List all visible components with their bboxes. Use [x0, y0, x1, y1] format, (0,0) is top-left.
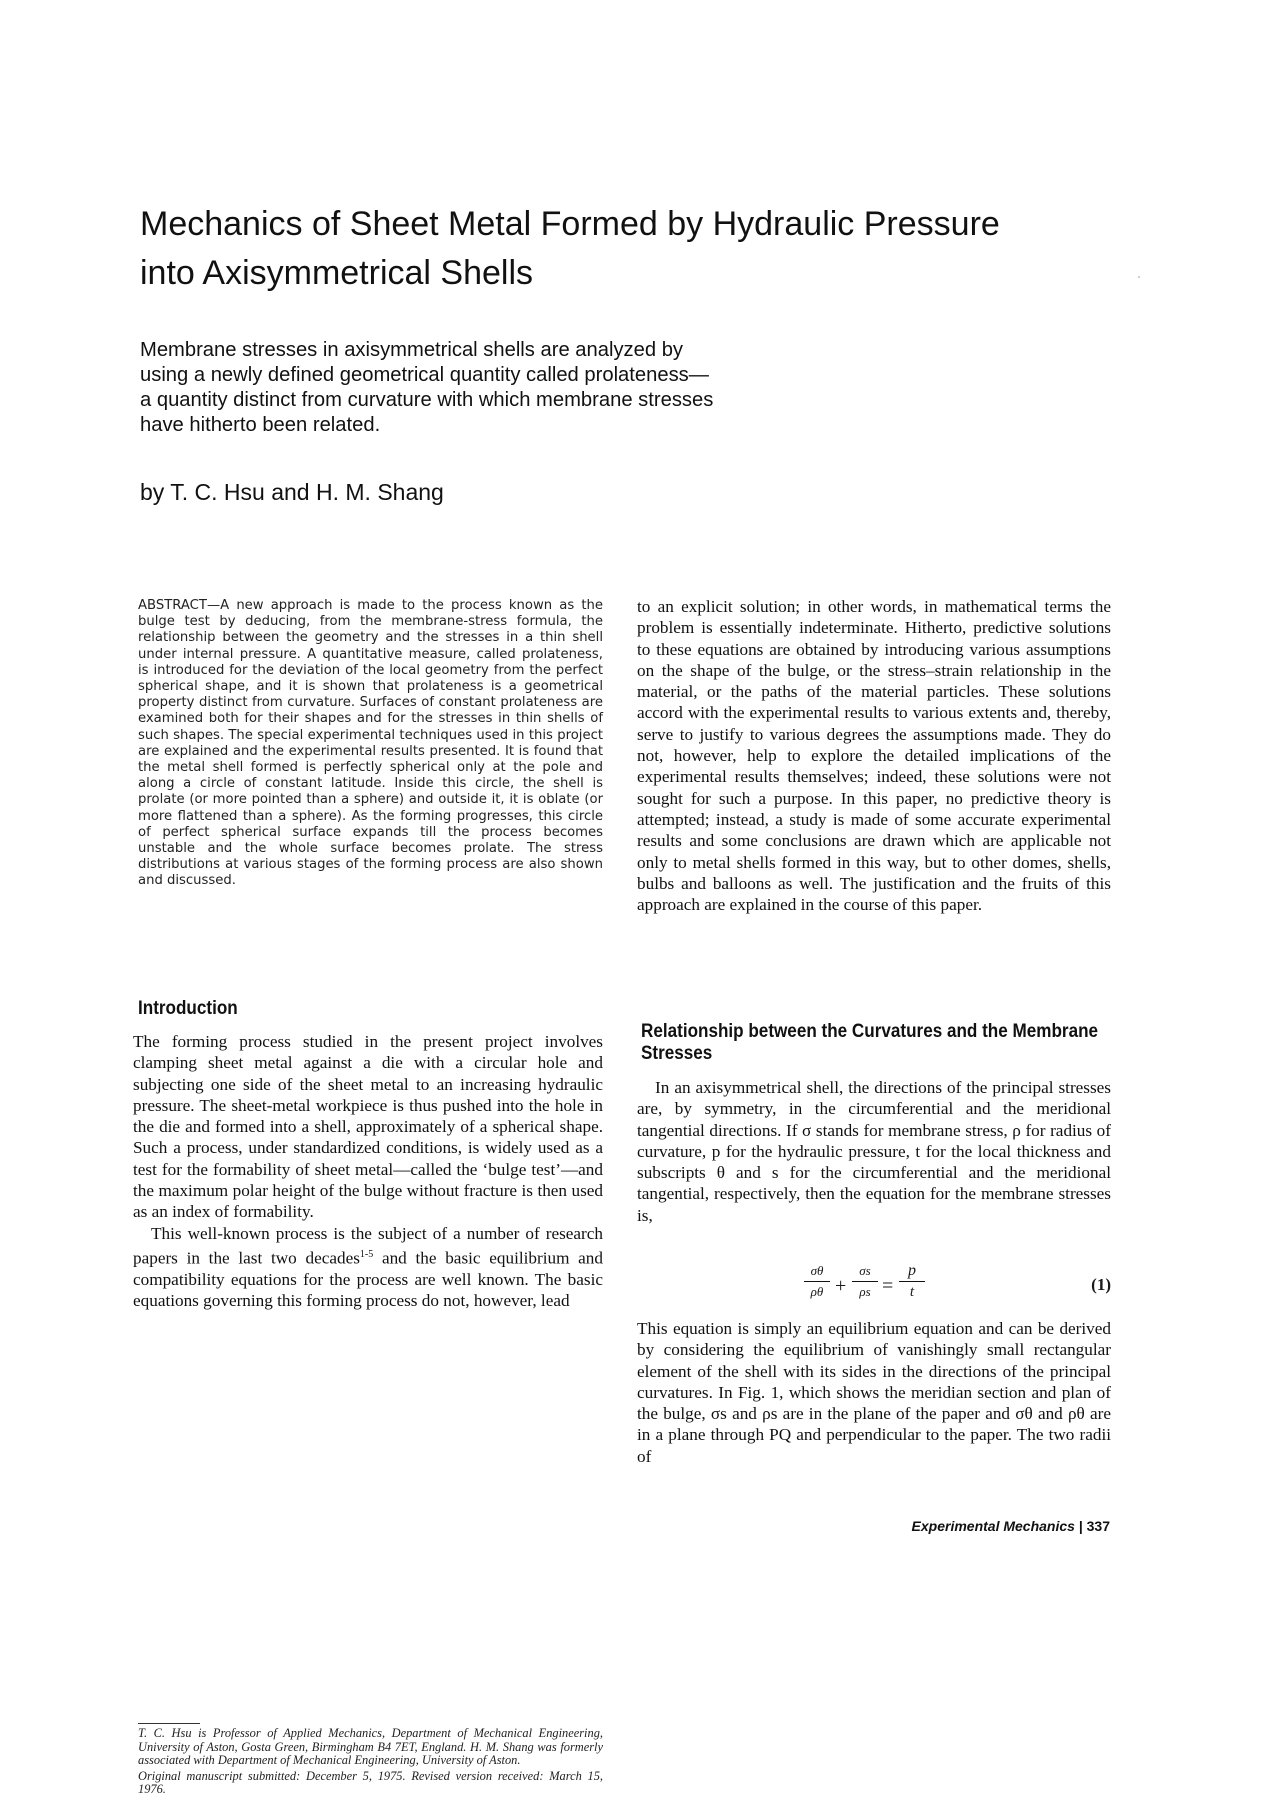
equation-number: (1): [1091, 1275, 1111, 1294]
article-deck: Membrane stresses in axisymmetrical shells are analyzed by using a newly defined geometrical quantity called prolateness—a quantity distinct from curvature with which membrane stresses have hitherto been related.: [140, 339, 714, 436]
equation-plus-sign: +: [835, 1275, 847, 1297]
equation-denominator-1: ρθ: [810, 1284, 824, 1299]
introduction-paragraph-2: [133, 1223, 603, 1312]
fraction-bar: [899, 1281, 925, 1282]
footnote-rule: [138, 1723, 200, 1724]
equation-numerator-2: σs: [859, 1263, 871, 1278]
article-title-line-2: into Axisymmetrical Shells: [140, 254, 534, 292]
equation-term-meridional: [852, 1263, 878, 1300]
fraction-bar: [804, 1281, 830, 1282]
fraction-bar: [852, 1281, 878, 1282]
scan-speck: [1138, 276, 1140, 278]
right-paragraph-3: This equation is simply an equilibrium equation and can be derived by considering the equilibrium of vanishingly small rectangular element of the shell with its sides in the directions of the principal curvatures. In Fig. 1, which shows the meridian section and plan of the bulge, σs and ρs are in the plane of the paper and σθ and ρθ are in a plane through PQ and perpendicular to the paper. The two radii of: [637, 1319, 1111, 1466]
introduction-paragraph-2-start: This well-known process is the subject of a number of research papers in the last two decades: [133, 1223, 603, 1268]
running-footer: [912, 1518, 1110, 1534]
article-title-line-1: Mechanics of Sheet Metal Formed by Hydraulic Pressure: [140, 205, 1000, 243]
introduction-body: [133, 1031, 603, 1312]
abstract: [138, 598, 603, 890]
membrane-stress-equation: [637, 1263, 1111, 1313]
article-byline: by T. C. Hsu and H. M. Shang: [140, 479, 444, 505]
article-title: [140, 200, 1140, 298]
abstract-label: ABSTRACT—: [138, 598, 221, 613]
equation-term-circumferential: [804, 1263, 830, 1300]
page-number: 337: [1086, 1518, 1110, 1534]
introduction-paragraph-1: The forming process studied in the present project involves clamping sheet metal against a die with a circular hole and subjecting one side of the sheet metal to an increasing hydraulic pressure. The sheet-metal workpiece is thus pushed into the hole in the die and formed into a shell, approximately of a spherical shape. Such a process, under standardized conditions, is widely used as a test for the formability of sheet metal—called the ‘bulge test’—and the maximum polar height of the bulge without fracture is then used as an index of formability.: [133, 1032, 603, 1222]
relationship-body: [637, 1077, 1111, 1226]
introduction-heading: Introduction: [138, 998, 238, 1019]
equation-denominator-3: t: [909, 1284, 915, 1300]
reference-superscript: 1-5: [359, 1248, 374, 1260]
right-paragraph-2: In an axisymmetrical shell, the directions of the principal stresses are, by symmetry, in the circumferential and the meridional tangential directions. If σ stands for membrane stress, ρ for radius of curvature, p for the hydraulic pressure, t for the local thickness and subscripts θ and s for the circumferential and the meridional tangential, respectively, then the equation for the membrane stresses is,: [637, 1078, 1111, 1225]
abstract-text: A new approach is made to the process known as the bulge test by deducing, from the membrane-stress formula, the relationship between the geometry and the stresses in a thin shell under internal pressure. A quantitative measure, called prolateness, is introduced for the deviation of the local geometry from the perfect spherical shape, and it is shown that prolateness is a geometrical property distinct from curvature. Surfaces of constant prolateness are examined both for their shapes and for the stresses in thin shells of such shapes. The special experimental techniques used in this project are explained and the experimental results presented. It is found that the metal shell formed is perfectly spherical only at the pole and along a circle of constant latitude. Inside this circle, the shell is prolate (or more pointed than a sphere) and outside it, it is oblate (or more flattened than a sphere). As the forming progresses, this circle of perfect spherical surface expands till the process becomes unstable and the whole surface becomes prolate. The stress distributions at various stages of the forming process are also shown and discussed.: [138, 598, 603, 889]
equation-discussion: [637, 1318, 1111, 1467]
relationship-heading: Relationship between the Curvatures and the Membrane Stresses: [641, 1021, 1099, 1064]
introduction-paragraph-2-end: and the basic equilibrium and compatibility equations for the process are well known. The basic equations governing this forming process do not, however, lead: [133, 1248, 603, 1311]
right-column-opening: [637, 596, 1111, 915]
equation-denominator-2: ρs: [859, 1284, 871, 1299]
equation-term-pressure: [899, 1263, 925, 1300]
equation-equals-sign: =: [882, 1275, 894, 1297]
footnote-affiliations: T. C. Hsu is Professor of Applied Mechanics, Department of Mechanical Engineering, University of Aston, Gosta Green, Birmingham B4 7ET, England. H. M. Shang was formerly associated with Department of Mechanical Engineering, University of Aston.: [138, 1726, 603, 1768]
footer-separator: |: [1078, 1518, 1083, 1534]
footnote-submission: Original manuscript submitted: December 5, 1975. Revised version received: March 15, 1976.: [138, 1768, 603, 1797]
equation-numerator-1: σθ: [810, 1263, 824, 1278]
journal-name: Experimental Mechanics: [911, 1518, 1075, 1534]
equation-numerator-3: p: [908, 1262, 916, 1279]
author-footnote: [138, 1727, 603, 1799]
right-paragraph-1: to an explicit solution; in other words, in mathematical terms the problem is essentially indeterminate. Hitherto, predictive solutions to these equations are obtained by introducing various assumptions on the shape of the bulge, or the stress–strain relationship in the material, or the paths of the material particles. These solutions accord with the experimental results to various extents and, thereby, serve to justify to various degrees the assumptions made. They do not, however, help to explore the detailed implications of the experimental results themselves; indeed, these solutions were not sought for such a purpose. In this paper, no predictive theory is attempted; instead, a study is made of some accurate experimental results and some conclusions are drawn which are applicable not only to metal shells formed in this way, but to other domes, shells, bulbs and balloons as well. The justification and the fruits of this approach are explained in the course of this paper.: [637, 597, 1111, 915]
